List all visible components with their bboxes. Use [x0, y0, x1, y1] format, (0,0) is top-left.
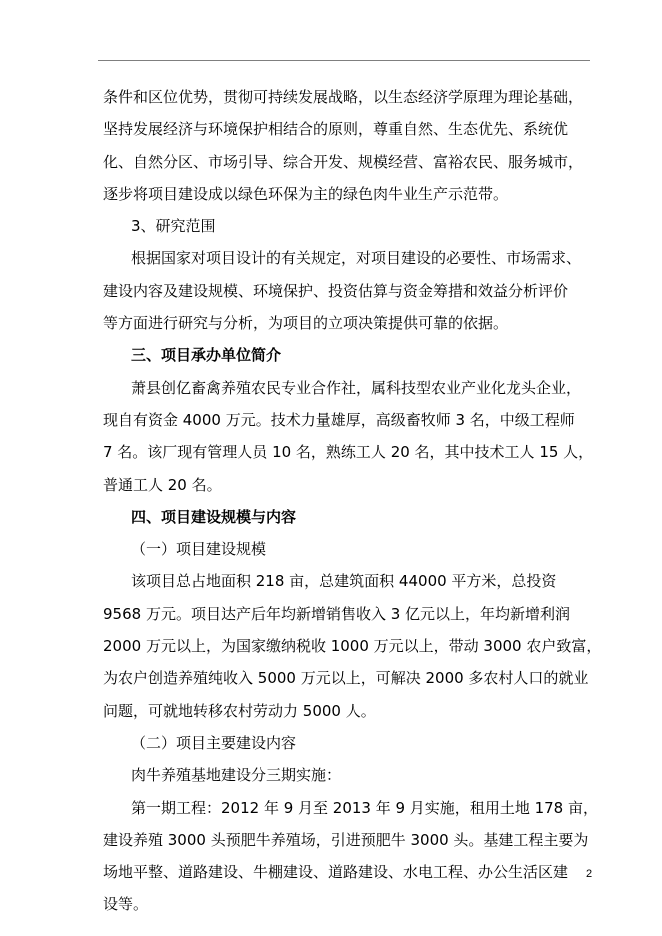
- header-rule: [98, 60, 590, 61]
- text-line: 3、研究范围: [131, 217, 216, 236]
- text-line: 设等。: [103, 895, 149, 914]
- section-heading: 四、项目建设规模与内容: [131, 507, 297, 526]
- text-line: 问题，可就地转移农村劳动力 5000 人。: [103, 701, 376, 720]
- text-line: 根据国家对项目设计的有关规定，对项目建设的必要性、市场需求、: [131, 249, 582, 268]
- text-line: 肉牛养殖基地建设分三期实施：: [131, 766, 342, 785]
- text-line: 等方面进行研究与分析，为项目的立项决策提供可靠的依据。: [103, 314, 509, 333]
- text-line: 萧县创亿畜禽养殖农民专业合作社，属科技型农业产业化龙头企业，: [131, 378, 582, 397]
- text-line: 逐步将项目建设成以绿色环保为主的绿色肉牛业生产示范带。: [103, 184, 509, 203]
- section-heading: 三、项目承办单位简介: [131, 346, 282, 365]
- text-line: 化、自然分区、市场引导、综合开发、规模经营、富裕农民、服务城市，: [103, 152, 584, 171]
- text-line: 场地平整、道路建设、牛棚建设、道路建设、水电工程、办公生活区建: [103, 863, 569, 882]
- text-line: 2000 万元以上，为国家缴纳税收 1000 万元以上，带动 3000 农户致富，: [103, 637, 602, 656]
- text-line: （一）项目建设规模: [131, 540, 267, 559]
- text-line: 条件和区位优势，贯彻可持续发展战略，以生态经济学原理为理论基础，: [103, 88, 584, 106]
- page-number: 2: [586, 868, 593, 880]
- text-line: 9568 万元。项目达产后年均新增销售收入 3 亿元以上，年均新增利润: [103, 604, 571, 623]
- text-line: 普通工人 20 名。: [103, 475, 222, 494]
- text-line: 现自有资金 4000 万元。技术力量雄厚，高级畜牧师 3 名，中级工程师: [103, 410, 575, 429]
- text-line: 第一期工程：2012 年 9 月至 2013 年 9 月实施，租用土地 178 亩，: [131, 798, 598, 817]
- text-line: 建设养殖 3000 头预肥牛养殖场，引进预肥牛 3000 头。基建工程主要为: [103, 830, 589, 849]
- text-line: （二）项目主要建设内容: [131, 733, 297, 752]
- text-line: 7 名。该厂现有管理人员 10 名，熟练工人 20 名，其中技术工人 15 人，: [103, 443, 594, 462]
- text-line: 建设内容及建设规模、环境保护、投资估算与资金筹措和效益分析评价: [103, 281, 569, 300]
- text-line: 坚持发展经济与环境保护相结合的原则，尊重自然、生态优先、系统优: [103, 120, 569, 139]
- text-line: 为农户创造养殖纯收入 5000 万元以上，可解决 2000 多农村人口的就业: [103, 669, 589, 688]
- text-line: 该项目总占地面积 218 亩，总建筑面积 44000 平方米，总投资: [131, 572, 557, 591]
- document-body: [103, 84, 602, 924]
